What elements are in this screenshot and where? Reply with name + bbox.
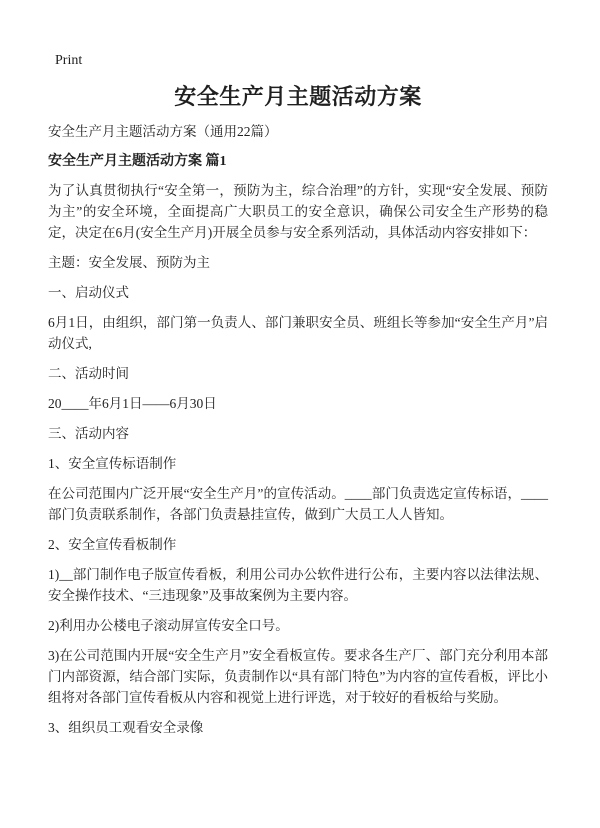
section-heading-part-1: 安全生产月主题活动方案 篇1	[48, 154, 227, 169]
intro-paragraph: 为了认真贯彻执行“安全第一，预防为主，综合治理”的方针，实现“安全发展、预防为主”的安全环境，全面提高广大职员工的安全意识，确保公司安全生产形势的稳定，决定在6月(安全生产月)开展全员参与安全系列活动，具体活动内容安排如下：	[48, 183, 548, 240]
document-subtitle: 安全生产月主题活动方案（通用22篇）	[48, 124, 278, 139]
item-1-heading: 1、安全宣传标语制作	[48, 456, 177, 471]
heading-launch-ceremony: 一、启动仪式	[48, 285, 129, 300]
item-2-sub-2: 2)利用办公楼电子滚动屏宣传安全口号。	[48, 618, 289, 633]
heading-activity-time: 二、活动时间	[48, 366, 129, 381]
item-2-sub-1: 1)__部门制作电子版宣传看板，利用公司办公软件进行公布，主要内容以法律法规、安全操作技术、“三违现象”及事故案例为主要内容。	[48, 567, 548, 603]
print-link[interactable]: Print	[55, 53, 83, 68]
item-1-paragraph: 在公司范围内广泛开展“安全生产月”的宣传活动。____部门负责选定宣传标语，____部门负责联系制作，各部门负责悬挂宣传，做到广大员工人人皆知。	[48, 486, 548, 522]
document-title: 安全生产月主题活动方案	[174, 84, 422, 109]
launch-ceremony-paragraph: 6月1日，由组织，部门第一负责人、部门兼职安全员、班组长等参加“安全生产月”启动仪式,	[48, 315, 548, 351]
item-3-heading: 3、组织员工观看安全录像	[48, 720, 204, 735]
item-2-heading: 2、安全宣传看板制作	[48, 537, 177, 552]
heading-activity-content: 三、活动内容	[48, 426, 129, 441]
activity-time-line: 20____年6月1日——6月30日	[48, 396, 217, 411]
item-2-sub-3: 3)在公司范围内开展“安全生产月”安全看板宣传。要求各生产厂、部门充分利用本部门内部资源，结合部门实际，负责制作以“具有部门特色”为内容的宣传看板，评比小组将对各部门宣传看板从内容和视觉上进行评选，对于较好的看板给与奖励。	[48, 648, 548, 705]
theme-line: 主题：安全发展、预防为主	[48, 255, 210, 270]
